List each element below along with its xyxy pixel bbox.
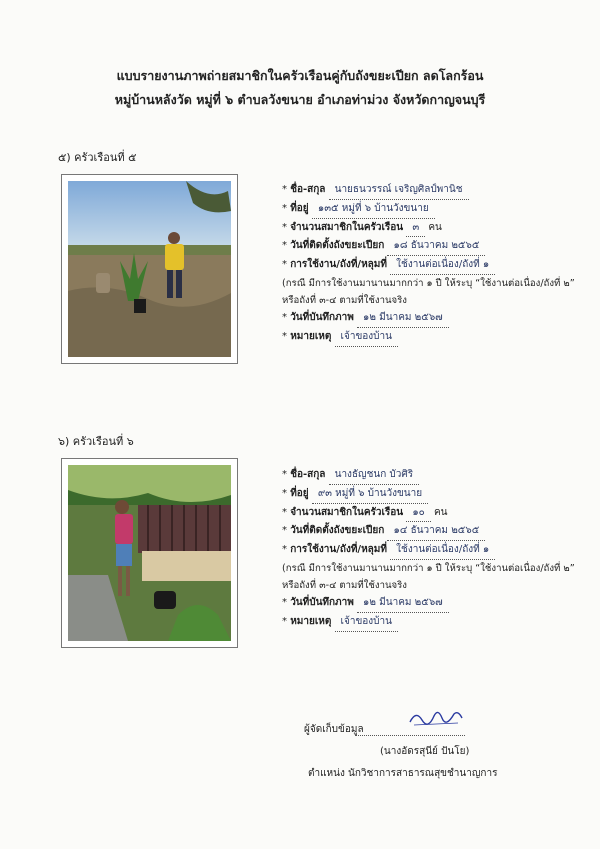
address-label: ที่อยู่ xyxy=(290,202,309,214)
usage-note: (กรณี มีการใช้งานมานานมากกว่า ๑ ปี ให้ระบุ “ใช้งานต่อเนื่อง/ถังที่ ๒” หรือถังที่ ๓-๔ ตามที่ใช้งานจริง xyxy=(282,277,575,306)
household-6-photo-image xyxy=(68,465,231,641)
household-6-photo xyxy=(61,458,238,648)
address-value: ๑๓๕ หมู่ที่ ๖ บ้านวังขนาย xyxy=(312,200,435,219)
handwritten-signature xyxy=(408,706,464,728)
photo-date-label: วันที่บันทึกภาพ xyxy=(290,596,354,608)
remark-label: หมายเหตุ xyxy=(290,330,332,342)
remark-label: หมายเหตุ xyxy=(290,615,332,627)
document-title-line1: แบบรายงานภาพถ่ายสมาชิกในครัวเรือนคู่กับถังขยะเปียก ลดโลกร้อน xyxy=(116,68,484,83)
household-5-photo xyxy=(61,174,238,364)
photo-date-value: ๑๒ มีนาคม ๒๕๖๗ xyxy=(357,594,449,613)
household-5-heading: ๕) ครัวเรือนที่ ๕ xyxy=(58,151,137,164)
install-date-label: วันที่ติดตั้งถังขยะเปียก xyxy=(290,240,385,252)
members-value: ๓ xyxy=(406,219,425,238)
collector-label: ผู้จัดเก็บข้อมูล xyxy=(304,724,364,735)
remark-value: เจ้าของบ้าน xyxy=(335,328,398,347)
members-label: จำนวนสมาชิกในครัวเรือน xyxy=(290,506,404,518)
usage-label: การใช้งาน/ถังที่/หลุมที่ xyxy=(290,259,387,271)
name-value: นางธัญชนก บัวศิริ xyxy=(329,466,420,485)
document-title-line2: หมู่บ้านหลังวัด หมู่ที่ ๖ ตำบลวังขนาย อำเภอท่าม่วง จังหวัดกาญจนบุรี xyxy=(114,92,486,107)
name-label: ชื่อ-สกุล xyxy=(290,469,326,480)
install-date-value: ๑๔ ธันวาคม ๒๕๖๕ xyxy=(387,522,485,541)
household-6-heading: ๖) ครัวเรือนที่ ๖ xyxy=(58,435,134,448)
signature-line xyxy=(355,735,465,736)
usage-note: (กรณี มีการใช้งานมานานมากกว่า ๑ ปี ให้ระบุ “ใช้งานต่อเนื่อง/ถังที่ ๒” หรือถังที่ ๓-๔ ตามที่ใช้งานจริง xyxy=(282,562,575,591)
photo-date-label: วันที่บันทึกภาพ xyxy=(290,311,354,323)
members-unit: คน xyxy=(433,506,448,518)
members-value: ๑๐ xyxy=(406,504,430,523)
name-value: นายธนวรรณ์ เจริญศิลป์พานิช xyxy=(329,181,469,200)
usage-value: ใช้งานต่อเนื่อง/ถังที่ ๑ xyxy=(390,541,495,560)
usage-label: การใช้งาน/ถังที่/หลุมที่ xyxy=(290,544,387,556)
address-label: ที่อยู่ xyxy=(290,487,309,499)
household-5-photo-image xyxy=(68,181,231,357)
install-date-value: ๑๘ ธันวาคม ๒๕๖๕ xyxy=(387,237,485,256)
signer-position: ตำแหน่ง นักวิชาการสาธารณสุขชำนาญการ xyxy=(308,768,498,779)
usage-value: ใช้งานต่อเนื่อง/ถังที่ ๑ xyxy=(390,256,495,275)
signer-name: (นางอัดรสุนีย์ ปันโย) xyxy=(380,746,470,757)
remark-value: เจ้าของบ้าน xyxy=(335,613,398,632)
household-5-info: * ชื่อ-สกุล นายธนวรรณ์ เจริญศิลป์พานิช * ที่อยู่ ๑๓๕ หมู่ที่ ๖ บ้านวังขนาย * จำนวนสมาชิกในครัวเรือน ๓ คน * วันที่ติดตั้งถังขยะเปียก ๑๘ ธันวาคม ๒๕๖๕ * การใช้งาน/ถังที่/หลุมที่ ใช้งานต่อเนื่อง/ถังที่ ๑ (กรณี มีการใช้งานมานานมากกว่า ๑ ปี ให้ระบุ “ใช้งานต่อเนื่อง/ถังที่ ๒” หรือถังที่ ๓-๔ ตามที่ใช้งานจริง * วันที่บันทึกภาพ ๑๒ มีนาคม ๒๕๖๗ * หมายเหตุ เจ้าของบ้าน xyxy=(282,181,582,347)
address-value: ๙๓ หมู่ที่ ๖ บ้านวังขนาย xyxy=(312,485,428,504)
members-label: จำนวนสมาชิกในครัวเรือน xyxy=(290,221,404,233)
install-date-label: วันที่ติดตั้งถังขยะเปียก xyxy=(290,525,385,537)
household-6-info: * ชื่อ-สกุล นางธัญชนก บัวศิริ * ที่อยู่ ๙๓ หมู่ที่ ๖ บ้านวังขนาย * จำนวนสมาชิกในครัวเรือน ๑๐ คน * วันที่ติดตั้งถังขยะเปียก ๑๔ ธันวาคม ๒๕๖๕ * การใช้งาน/ถังที่/หลุมที่ ใช้งานต่อเนื่อง/ถังที่ ๑ (กรณี มีการใช้งานมานานมากกว่า ๑ ปี ให้ระบุ “ใช้งานต่อเนื่อง/ถังที่ ๒” หรือถังที่ ๓-๔ ตามที่ใช้งานจริง * วันที่บันทึกภาพ ๑๒ มีนาคม ๒๕๖๗ * หมายเหตุ เจ้าของบ้าน xyxy=(282,466,582,632)
name-label: ชื่อ-สกุล xyxy=(290,184,326,195)
members-unit: คน xyxy=(428,221,442,233)
photo-date-value: ๑๒ มีนาคม ๒๕๖๗ xyxy=(357,309,449,328)
